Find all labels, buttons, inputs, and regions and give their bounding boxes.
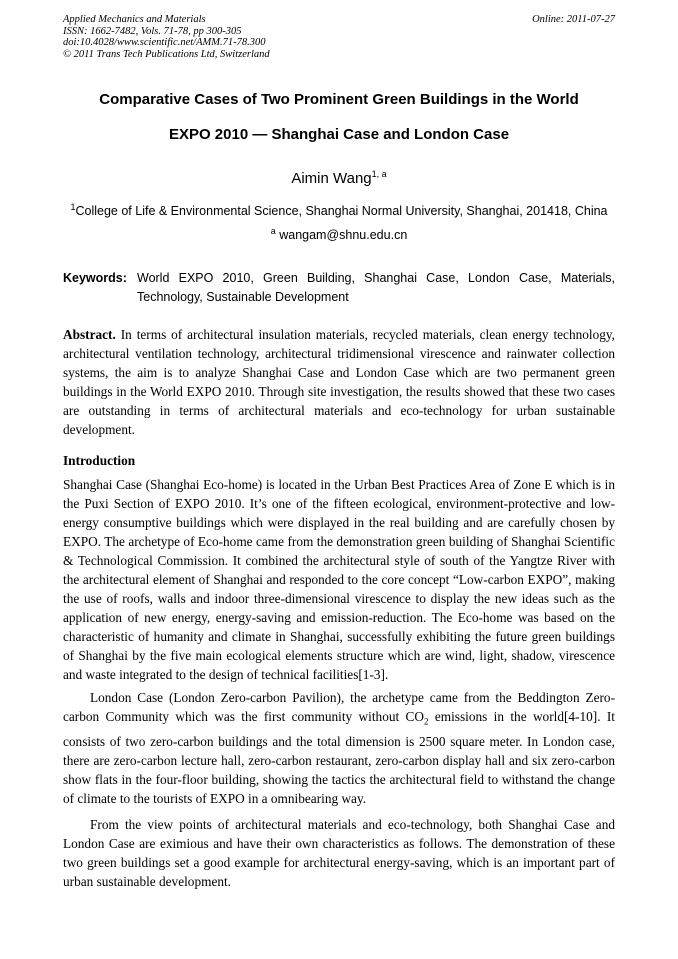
introduction-heading: Introduction [63,453,136,468]
abstract [63,325,615,439]
co2-subscript: 2 [424,716,429,727]
intro-paragraph-3: From the view points of architectural materials and eco-technology, both Shanghai Case and London Case are eximious and have their own characteristics as follows. The demonstration of these two green buildings set a good example for architectural energy-saving, which is an important part of urban sustainable development. [63,816,615,889]
affiliation [0,201,678,218]
keywords [63,269,615,307]
journal-header [63,14,270,60]
doi-line: doi:10.4028/www.scientific.net/AMM.71-78.300 [63,37,266,48]
copyright-line: © 2011 Trans Tech Publications Ltd, Switzerland [63,48,270,60]
email [0,225,678,242]
issn-line: ISSN: 1662-7482, Vols. 71-78, pp 300-305 [63,25,242,37]
author [0,170,678,187]
intro-p2-end: emissions in the world[4-10]. It consists of two zero-carbon buildings and the total dimension is 2500 square meter. In London case, there are zero-carbon lecture hall, zero-carbon restaurant, zero-carbon display hall and six zero-carbon show flats in the four-floor building, showing the tactics the architectural field to withstand the change of climate to the tourists of EXPO in a omnibearing way. [63,709,615,806]
online-date: Online: 2011-07-27 [532,14,615,25]
email-sup: a [270,225,276,236]
author-name: Aimin Wang [291,170,372,187]
intro-p2-start: London Case (London Zero-carbon Pavilion), the archetype came from the Beddington Zero-carbon Community which was the first community without CO [63,690,615,724]
introduction-body [63,475,615,891]
affiliation-text: College of Life & Environmental Science, Shanghai Normal University, Shanghai, 201418, China [75,204,608,218]
journal-name: Applied Mechanics and Materials [63,14,206,25]
keywords-text: World EXPO 2010, Green Building, Shanghai Case, London Case, Materials, Technology, Sustainable Development [137,271,615,304]
abstract-label: Abstract. [63,327,116,342]
paper-title-line-2: EXPO 2010 — Shanghai Case and London Case [168,126,510,143]
intro-paragraph-2 [63,688,615,808]
abstract-text: In terms of architectural insulation materials, recycled materials, clean energy technology, architectural ventilation technology, architectural tridimensional virescence and rainwater collection systems, the aim is to analyze Shanghai Case and London Case which are two permanent green buildings in the World EXPO 2010. Through site investigation, the results showed that these two cases are outstanding in terms of architectural materials and eco-technology for urban sustainable development. [63,327,615,437]
paper-title-line-1: Comparative Cases of Two Prominent Green Buildings in the World [99,91,579,108]
intro-paragraph-1: Shanghai Case (Shanghai Eco-home) is located in the Urban Best Practices Area of Zone E which is in the Puxi Section of EXPO 2010. It’s one of the fifteen ecological, environment-protective and low-energy consumptive buildings which were displayed in the real building and are carefully chosen by EXPO. The archetype of Eco-home came from the demonstration green building of Shanghai Scientific & Technological Commission. It combined the architectural style of south of the Yangtze River with the architectural element of Shanghai and responded to the core concept “Low-carbon EXPO”, making the use of roofs, walls and indoor three-dimensional virescence to display the new ideas such as the application of new energy, energy-saving and emission-reduction. The Eco-home was based on the characteristic of humanity and climate in Shanghai, successfully exhibiting the future green buildings of Shanghai by the five main ecological elements structure which are wind, light, shadow, virescence and waste integrated to the design of technical facilities[1-3]. [63,477,615,682]
email-text: wangam@shnu.edu.cn [279,228,408,242]
affiliation-sup: 1 [70,201,76,212]
keywords-label: Keywords: [63,271,127,285]
author-sup: 1, a [371,169,387,179]
